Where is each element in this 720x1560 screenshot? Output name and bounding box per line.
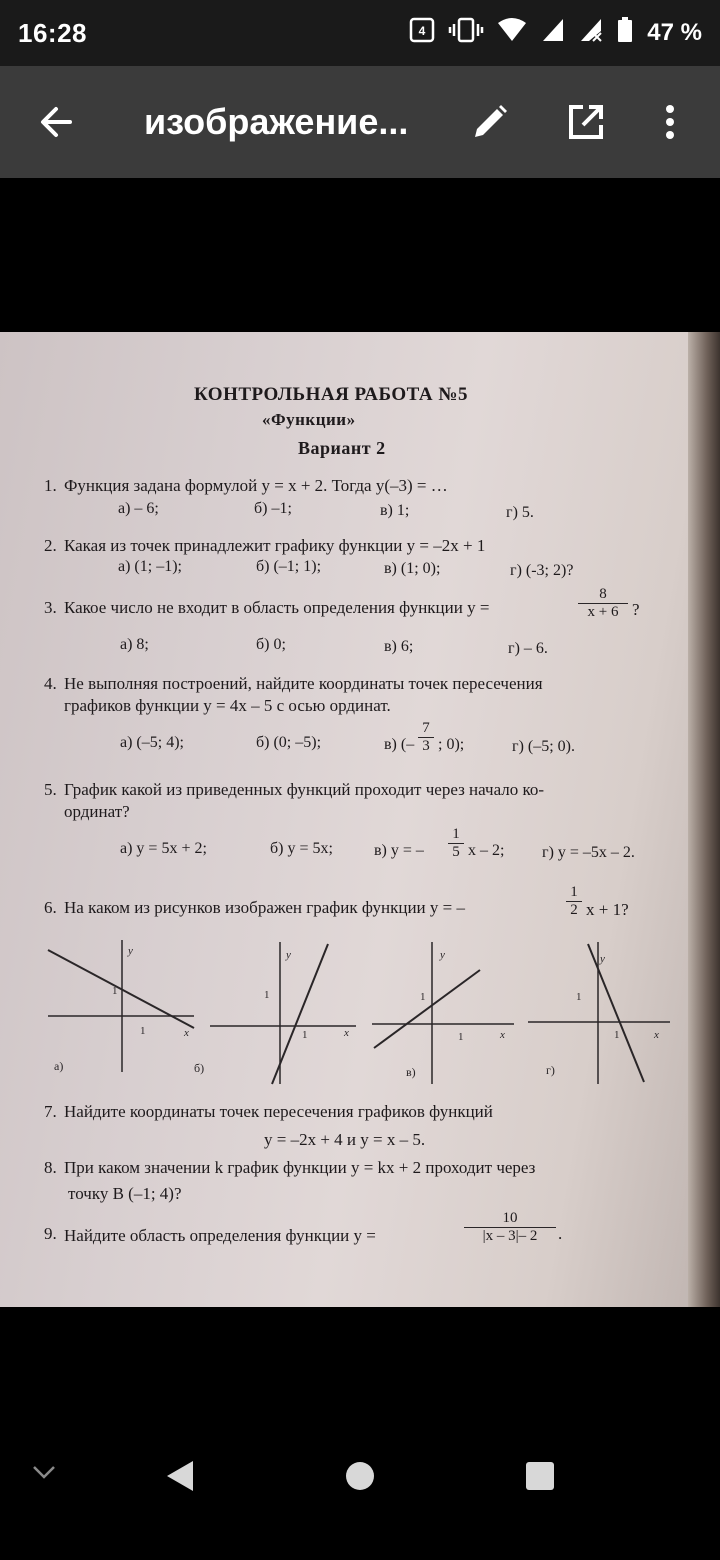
graph-c-tick-y: 1 xyxy=(420,991,426,1003)
question-5-option-c-tail: x – 2; xyxy=(468,842,505,859)
question-5-text-line2: ординат? xyxy=(64,802,130,821)
graph-c xyxy=(368,938,518,1088)
signal-x-icon xyxy=(579,17,603,50)
question-4-number: 4. xyxy=(44,674,57,693)
battery-icon xyxy=(617,17,633,50)
question-7-text-line2: y = –2x + 4 и y = x – 5. xyxy=(264,1130,426,1149)
question-6-fraction-numerator: 1 xyxy=(570,884,578,900)
question-1-option-a: а) – 6; xyxy=(118,500,159,517)
question-6-number: 6. xyxy=(44,898,57,917)
question-5-option-a: а) y = 5x + 2; xyxy=(120,840,207,857)
question-3-fraction xyxy=(578,586,628,621)
worksheet-subheading: «Функции» xyxy=(262,410,356,429)
vibrate-icon xyxy=(449,17,483,50)
graph-b-label: б) xyxy=(194,1061,205,1075)
pencil-icon[interactable] xyxy=(462,94,518,150)
open-external-icon[interactable] xyxy=(558,94,614,150)
question-6-tail: x + 1? xyxy=(586,900,629,919)
question-4-text-line2: графиков функции y = 4x – 5 с осью ординат. xyxy=(64,696,391,715)
question-5-option-c: в) y = – xyxy=(374,842,424,859)
question-3-option-a: а) 8; xyxy=(120,636,149,653)
worksheet-document xyxy=(0,332,690,1307)
screenshot-icon xyxy=(409,17,435,50)
svg-text:4: 4 xyxy=(418,23,426,38)
question-2-option-c: в) (1; 0); xyxy=(384,560,441,577)
signal-icon xyxy=(541,17,565,50)
question-8-text-line2: точку B (–1; 4)? xyxy=(68,1184,182,1203)
back-arrow-icon[interactable] xyxy=(28,94,84,150)
worksheet-variant: Вариант 2 xyxy=(298,438,386,458)
graph-d-tick-y: 1 xyxy=(576,991,582,1003)
graph-b-tick-x: 1 xyxy=(302,1029,308,1041)
question-5-option-c-numerator: 1 xyxy=(452,826,460,842)
chevron-down-icon[interactable] xyxy=(30,1458,58,1486)
battery-percent: 47 % xyxy=(647,19,702,46)
graph-c-y-label: y xyxy=(440,949,445,961)
question-3-fraction-denominator: x + 6 xyxy=(578,603,628,621)
question-6-text: На каком из рисунков изображен график функции y = – xyxy=(64,898,465,917)
question-4-option-c-numerator: 7 xyxy=(422,720,430,736)
graph-b-y-label: y xyxy=(286,949,291,961)
question-5-option-c-denominator: 5 xyxy=(448,843,464,861)
question-9-number: 9. xyxy=(44,1224,57,1243)
question-4-option-b: б) (0; –5); xyxy=(256,734,322,751)
question-3-tail: ? xyxy=(632,600,640,619)
wifi-icon xyxy=(497,17,527,50)
graph-a-x-label: x xyxy=(184,1027,189,1039)
recents-square-icon[interactable] xyxy=(522,1458,558,1494)
question-1-option-d: г) 5. xyxy=(506,504,534,521)
question-8-text: При каком значении k график функции y = kx + 2 проходит через xyxy=(64,1158,536,1177)
question-9-fraction-denominator: |x – 3|– 2 xyxy=(464,1227,556,1245)
question-1-option-c: в) 1; xyxy=(380,502,410,519)
question-3-fraction-numerator: 8 xyxy=(599,586,607,602)
question-4-text: Не выполняя построений, найдите координаты точек пересечения xyxy=(64,674,543,693)
graph-c-tick-x: 1 xyxy=(458,1031,464,1043)
graph-d-y-label: y xyxy=(600,953,605,965)
question-7-number: 7. xyxy=(44,1102,57,1121)
question-3-text: Какое число не входит в область определения функции y = xyxy=(64,598,490,617)
status-bar xyxy=(0,0,720,66)
home-circle-icon[interactable] xyxy=(342,1458,378,1494)
question-2-option-d: г) (-3; 2)? xyxy=(510,562,574,579)
question-2-text: Какая из точек принадлежит графику функции y = –2x + 1 xyxy=(64,536,486,555)
question-2-number: 2. xyxy=(44,536,57,555)
question-4-option-c-fraction xyxy=(418,720,434,755)
question-4-option-c-tail: ; 0); xyxy=(438,736,465,753)
question-5-option-d: г) y = –5x – 2. xyxy=(542,844,635,861)
question-1-option-b: б) –1; xyxy=(254,500,292,517)
status-icons xyxy=(409,17,702,50)
question-9-fraction xyxy=(464,1210,556,1245)
graph-d-label: г) xyxy=(546,1063,555,1077)
photo-page-edge xyxy=(688,332,720,1307)
graph-d-tick-x: 1 xyxy=(614,1029,620,1041)
worksheet-photo xyxy=(0,332,720,1307)
question-7-text: Найдите координаты точек пересечения графиков функций xyxy=(64,1102,493,1121)
navigation-bar xyxy=(0,1307,720,1560)
more-vert-icon[interactable] xyxy=(642,94,698,150)
question-4-option-a: а) (–5; 4); xyxy=(120,734,184,751)
graph-a-label: а) xyxy=(54,1059,64,1073)
graph-a-tick-x: 1 xyxy=(140,1025,146,1037)
question-9-fraction-numerator: 10 xyxy=(502,1210,518,1226)
question-3-number: 3. xyxy=(44,598,57,617)
app-bar xyxy=(0,66,720,178)
question-3-option-b: б) 0; xyxy=(256,636,286,653)
question-5-option-c-fraction xyxy=(448,826,464,861)
worksheet-heading: КОНТРОЛЬНАЯ РАБОТА №5 xyxy=(194,384,468,405)
question-3-option-c: в) 6; xyxy=(384,638,414,655)
question-3-option-d: г) – 6. xyxy=(508,640,548,657)
question-4-option-c-denominator: 3 xyxy=(418,737,434,755)
back-triangle-icon[interactable] xyxy=(162,1458,198,1494)
question-6-fraction xyxy=(566,884,582,919)
app-bar-title: изображение... xyxy=(144,101,409,142)
question-9-text: Найдите область определения функции y = xyxy=(64,1226,376,1245)
question-1-text: Функция задана формулой y = x + 2. Тогда y(–3) = … xyxy=(64,476,448,495)
graph-a xyxy=(44,936,204,1076)
question-4-option-d: г) (–5; 0). xyxy=(512,738,575,755)
question-1-number: 1. xyxy=(44,476,57,495)
graph-c-label: в) xyxy=(406,1065,416,1079)
graph-d-x-label: x xyxy=(654,1029,659,1041)
question-5-text: График какой из приведенных функций проходит через начало ко- xyxy=(64,780,545,799)
question-6-fraction-denominator: 2 xyxy=(566,901,582,919)
status-time: 16:28 xyxy=(18,17,87,48)
question-2-option-a: а) (1; –1); xyxy=(118,558,182,575)
question-5-number: 5. xyxy=(44,780,57,799)
question-2-option-b: б) (–1; 1); xyxy=(256,558,322,575)
graph-c-x-label: x xyxy=(500,1029,505,1041)
question-5-option-b: б) y = 5x; xyxy=(270,840,333,857)
question-8-number: 8. xyxy=(44,1158,57,1177)
graph-b xyxy=(194,938,366,1088)
question-9-tail: . xyxy=(558,1224,563,1243)
graph-b-tick-y: 1 xyxy=(264,989,270,1001)
graph-a-y-label: y xyxy=(128,945,133,957)
question-4-option-c: в) (– xyxy=(384,736,415,753)
graph-d xyxy=(526,938,676,1088)
graph-a-tick-y: 1 xyxy=(112,985,118,997)
graph-b-x-label: x xyxy=(344,1027,349,1039)
